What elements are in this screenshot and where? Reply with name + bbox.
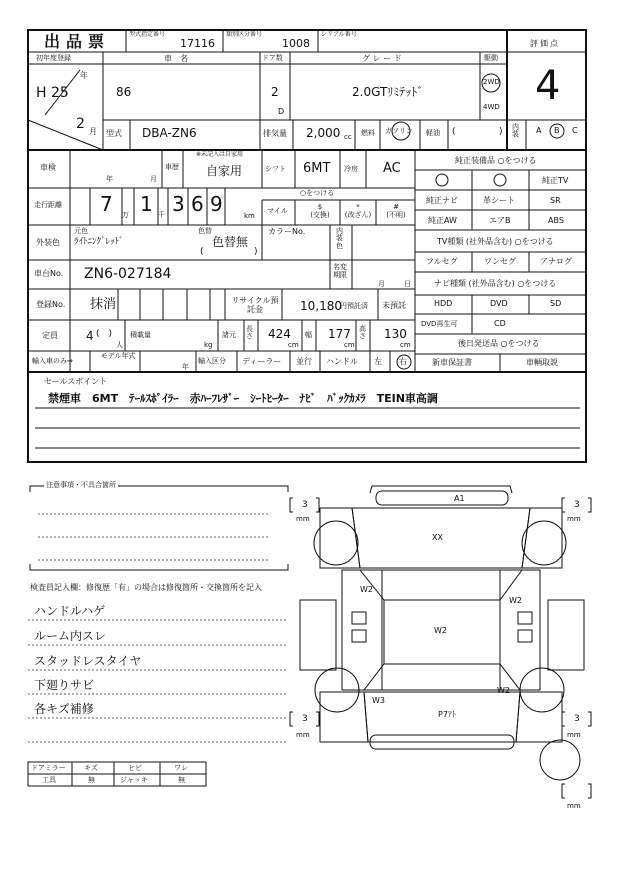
legend-none-2: 無 <box>178 776 185 784</box>
doors-value: 2 <box>271 85 279 99</box>
load-label: 積載量 <box>130 331 151 339</box>
tamper-label: * (改ざん) <box>344 203 372 220</box>
tv-oneseg: ワンセグ <box>484 257 516 266</box>
recycle-label: リサイクル預託金 <box>231 296 279 315</box>
drive-label: 駆動 <box>484 54 498 62</box>
legend-crack: ヒビ <box>128 764 142 772</box>
tread-fr: 3 <box>574 500 580 510</box>
mileage-d4: 6 <box>191 192 204 216</box>
damage-a1: A1 <box>454 494 465 503</box>
mileage-d1: 7 <box>100 192 113 216</box>
width-value: 177 <box>328 327 351 341</box>
mile-label: マイル <box>267 207 288 215</box>
navi-type-label: ナビ種類 (社外品含む) ○をつける <box>434 279 557 288</box>
note-item-2: ルーム内スレ <box>34 629 107 643</box>
fuel-gasoline: ガソリン <box>385 127 413 135</box>
length-label: 長さ <box>246 325 253 341</box>
displacement-label: 排気量 <box>263 129 287 138</box>
import-type-label: 輸入区分 <box>198 357 226 365</box>
car-name-label: 車 名 <box>164 54 188 63</box>
damage-w2-left: W2 <box>360 585 373 594</box>
model-year-unit: 年 <box>182 363 189 371</box>
note-item-4: 下廻りサビ <box>34 678 95 692</box>
navi-dvd-play: DVD再生可 <box>421 320 458 328</box>
form-title: 出品票 <box>44 32 111 51</box>
displacement-unit: cc <box>344 133 352 141</box>
swap-label: $ (交換) <box>310 203 330 220</box>
capacity-label: 定員 <box>42 331 58 340</box>
navi-cd: CD <box>494 319 506 328</box>
paint-value: 色替無 <box>212 235 249 249</box>
inspection-month-unit: 月 <box>150 175 157 183</box>
legend-tools: 工具 <box>42 776 56 784</box>
mileage-man: 万 <box>122 211 129 219</box>
damage-w2-right: W2 <box>509 596 522 605</box>
sales-label: セールスポイント <box>44 377 108 386</box>
damage-w2-rear: W2 <box>497 686 510 695</box>
year-unit: 年 <box>80 71 88 80</box>
import-dealer: ディーラー <box>242 357 282 366</box>
drive-4wd: 4WD <box>483 103 500 111</box>
tread-rl-unit: mm <box>296 731 310 739</box>
circle-note: ○をつける <box>300 189 335 197</box>
model-code-label: 型式指定番号 <box>129 31 166 38</box>
fuel-diesel: 軽油 <box>426 129 440 137</box>
first-reg-label: 初年度登録 <box>36 54 71 62</box>
model-code: 17116 <box>180 37 215 50</box>
grade-value: 2.0GTﾘﾐﾃｯﾄﾞ <box>352 85 424 99</box>
handle-left: 左 <box>374 357 382 366</box>
height-value: 130 <box>384 327 407 341</box>
color-label: 外装色 <box>36 238 60 247</box>
later-manual: 車輌取説 <box>526 358 558 367</box>
capacity-value: 4 <box>86 329 94 343</box>
handle-label: ハンドル <box>326 357 358 366</box>
length-value: 424 <box>268 327 291 341</box>
orig-color-label: 元色 <box>74 227 88 235</box>
doors-label: ドア数 <box>262 54 283 62</box>
navi-sd: SD <box>550 299 562 308</box>
navi-hdd: HDD <box>434 299 453 308</box>
rating-value: 4 <box>535 63 561 109</box>
tread-fl: 3 <box>302 500 308 510</box>
tread-fr-unit: mm <box>567 515 581 523</box>
damage-w2-center: W2 <box>434 626 447 635</box>
drive-2wd: 2WD <box>483 78 500 86</box>
rating-label: 評価点 <box>530 39 560 48</box>
genuine-aw: 純正AW <box>428 216 457 225</box>
note-item-3: スタッドレスタイヤ <box>34 654 142 668</box>
fuel-label: 燃料 <box>361 129 375 137</box>
dim-label: 諸元 <box>222 331 236 339</box>
width-label: 幅 <box>305 331 312 339</box>
interior-label: 内装 <box>512 123 519 138</box>
note-item-1: ハンドルハゲ <box>34 604 106 618</box>
name-change-label: 名変期限 <box>333 263 347 279</box>
interior-b: B <box>554 126 560 135</box>
tread-rr-unit: mm <box>567 731 581 739</box>
mileage-label: 走行距離 <box>34 201 62 209</box>
class-code: 1008 <box>282 37 310 50</box>
mileage-sen: 千 <box>158 211 165 219</box>
history-value: 自家用 <box>206 164 243 178</box>
reg-no-value: 抹消 <box>90 297 117 312</box>
ac-value: AC <box>383 161 401 176</box>
later-label: 後日発送品 ○をつける <box>458 339 540 348</box>
mileage-d2: 1 <box>140 192 153 216</box>
genuine-label: 純正装備品 ○をつける <box>455 156 537 165</box>
interior-color-label: 内装色 <box>336 227 343 250</box>
genuine-abs: ABS <box>548 216 564 225</box>
shift-value: 6MT <box>303 161 331 176</box>
shift-label: シフト <box>265 165 286 173</box>
inspector-label: 検査員記入欄：修復歴「有」の場合は修復箇所・交換箇所を記入 <box>30 583 262 592</box>
navi-dvd: DVD <box>490 299 508 308</box>
unknown-label: # (不明) <box>386 203 406 220</box>
genuine-tv: 純正TV <box>542 176 569 185</box>
legend-mirror: ドアミラー <box>31 764 66 772</box>
load-unit: kg <box>204 341 213 349</box>
mileage-d5: 9 <box>210 192 223 216</box>
class-label: 類別区分番号 <box>226 31 263 38</box>
first-reg-month: 2 <box>76 116 85 132</box>
ac-label: 冷房 <box>344 165 358 173</box>
chassis-label: 車台No. <box>34 269 64 278</box>
displacement-value: 2,000 <box>306 126 341 140</box>
tread-spare-unit: mm <box>567 802 581 810</box>
serial-label: シリアル番号 <box>321 31 357 38</box>
damage-xx: XX <box>432 533 443 542</box>
import-label: 輸入車のみ⇒ <box>32 357 73 365</box>
name-change-month: 月 <box>378 280 385 288</box>
grade-label: グ レ ー ド <box>362 54 402 63</box>
orig-color: ﾗｲﾄﾆﾝｸﾞﾚｯﾄﾞ <box>74 237 124 247</box>
handle-right: 右 <box>399 357 407 366</box>
interior-c: C <box>572 126 578 135</box>
model-label: 型式 <box>106 129 122 138</box>
damage-w3: W3 <box>372 696 385 705</box>
tv-analog: アナログ <box>540 257 572 266</box>
legend-none-1: 無 <box>88 776 95 784</box>
height-label: 高さ <box>359 325 366 341</box>
interior-a: A <box>536 126 542 135</box>
recycle-value: 10,180 <box>300 299 342 313</box>
history-label: 車歴 <box>165 163 179 171</box>
inspection-year-unit: 年 <box>106 175 113 183</box>
paint-label: 色替 <box>198 227 212 235</box>
note-item-5: 各キズ補修 <box>34 702 94 716</box>
damage-p7: P7ｱﾄ <box>438 710 456 719</box>
mileage-km: km <box>244 212 255 220</box>
door-type: D <box>278 107 285 116</box>
genuine-leather: 革シート <box>483 196 515 205</box>
height-unit: cm <box>400 341 411 349</box>
length-unit: cm <box>288 341 299 349</box>
legend-scratch: キズ <box>84 764 98 772</box>
sunroof-circle-2 <box>494 174 506 186</box>
import-parallel: 並行 <box>296 357 312 366</box>
tread-fl-unit: mm <box>296 515 310 523</box>
tv-type-label: TV種類 (社外品含む) ○をつける <box>437 237 554 246</box>
legend-jack: ジャッキ <box>120 776 148 784</box>
legend-split: ワレ <box>174 764 188 772</box>
history-note: ※未記入は自家用 <box>196 151 244 158</box>
model-value: DBA-ZN6 <box>142 126 197 140</box>
model-year-label: モデル年式 <box>100 352 136 360</box>
width-unit: cm <box>344 341 355 349</box>
month-unit: 月 <box>89 127 97 136</box>
later-warranty: 新車保証書 <box>432 358 472 367</box>
recycle-unit: 円預託済 <box>340 302 368 310</box>
genuine-navi: 純正ナビ <box>426 196 458 205</box>
recycle-unpaid: 未預託 <box>382 301 406 310</box>
genuine-sr: SR <box>550 196 561 205</box>
first-reg-era: H 25 <box>36 85 69 101</box>
chassis-value: ZN6-027184 <box>84 266 172 282</box>
sunroof-circle-1 <box>436 174 448 186</box>
tread-rl: 3 <box>302 714 308 724</box>
tv-fullseg: フルセグ <box>426 257 458 266</box>
car-name: 86 <box>116 85 132 99</box>
reg-no-label: 登録No. <box>36 300 66 309</box>
genuine-airbag: エアB <box>489 216 511 225</box>
person-unit: 人 <box>116 341 123 349</box>
notes-label: 注意事項・不具合箇所 <box>46 481 116 489</box>
sales-text: 禁煙車 6MT ﾃｰﾙｽﾎﾟｲﾗｰ 赤ﾊｰﾌﾚｻﾞｰ ｼｰﾄﾋｰﾀｰ ﾅﾋﾞ ﾊﾞｯｸｶﾒﾗ TEIN車高調 <box>48 392 438 405</box>
tread-rr: 3 <box>574 714 580 724</box>
mileage-d3: 3 <box>172 192 185 216</box>
color-no-label: カラーNo. <box>268 227 306 236</box>
inspection-label: 車検 <box>40 163 56 172</box>
